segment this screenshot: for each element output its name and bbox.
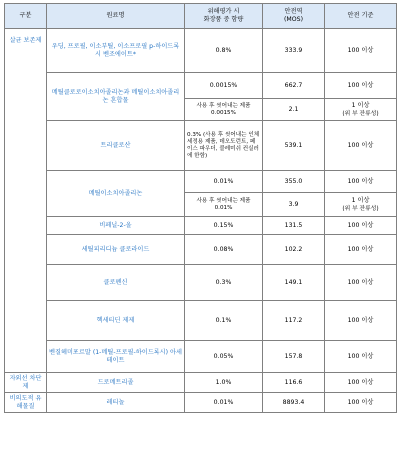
standard-cell: [325, 99, 397, 121]
table-row: [5, 121, 397, 171]
mos-cell: 149.1: [263, 265, 325, 301]
content-cell: 1.0%: [185, 373, 263, 393]
table-row: [5, 301, 397, 341]
ingredient-cell: 세틸피리디늄 클로라이드: [47, 235, 185, 265]
header-content-line1: 위해평가 시: [207, 8, 240, 15]
content-cell: 0.01%: [185, 393, 263, 413]
mos-cell: 355.0: [263, 171, 325, 193]
content-cell: 0.15%: [185, 217, 263, 235]
table-row: [5, 265, 397, 301]
table-row: [5, 171, 397, 193]
content-cell: 0.3% (사용 후 씻어내는 인체 세정용 제품, 데오도런트, 페이스 파우더, 블레미쉬 컨실러에 한함): [185, 121, 263, 171]
mos-cell: 3.9: [263, 193, 325, 217]
standard-cell: 100 이상: [325, 73, 397, 99]
mos-cell: 102.2: [263, 235, 325, 265]
content-cell: 0.01%: [185, 171, 263, 193]
ingredient-cell: 우딩, 프로필, 이소부틸, 이소프로필 p-하이드록시 벤조에이트*: [47, 29, 185, 73]
header-mos: [263, 4, 325, 29]
header-standard: 안전 기준: [325, 4, 397, 29]
mos-cell: 157.8: [263, 341, 325, 373]
header-content: [185, 4, 263, 29]
mos-cell: 662.7: [263, 73, 325, 99]
standard-cell: 100 이상: [325, 341, 397, 373]
standard-cell: 100 이상: [325, 217, 397, 235]
table-row: [5, 217, 397, 235]
category-cell: 살균 보존제: [5, 29, 47, 373]
standard-cell: 100 이상: [325, 121, 397, 171]
content-cell: 0.1%: [185, 301, 263, 341]
mos-cell: 131.5: [263, 217, 325, 235]
content-cell: 사용 후 씻어내는 제품 0.01%: [185, 193, 263, 217]
standard-cell: 100 이상: [325, 265, 397, 301]
content-cell: 0.05%: [185, 341, 263, 373]
category-cell: 비의도적 유해물질: [5, 393, 47, 413]
table-row: [5, 373, 397, 393]
content-cell: 0.0015%: [185, 73, 263, 99]
mos-cell: 117.2: [263, 301, 325, 341]
header-mos-line2: (MOS): [284, 16, 303, 23]
table-row: [5, 393, 397, 413]
standard-cell: 100 이상: [325, 393, 397, 413]
table-header-row: [5, 4, 397, 29]
ingredient-cell: 메틸클로로이소치아졸리논과 메틸이소치아졸리논 혼합물: [47, 73, 185, 121]
standard-cell: [325, 193, 397, 217]
header-mos-line1: 안전역: [284, 8, 303, 15]
ingredient-cell: 헥세티딘 제제: [47, 301, 185, 341]
header-ingredient: 원료명: [47, 4, 185, 29]
ingredient-cell: 트리클로산: [47, 121, 185, 171]
mos-cell: 539.1: [263, 121, 325, 171]
content-cell: 0.8%: [185, 29, 263, 73]
header-content-line2: 화장품 중 함량: [203, 16, 244, 23]
safety-table: [4, 3, 397, 413]
content-cell: 사용 후 씻어내는 제품 0.0015%: [185, 99, 263, 121]
mos-cell: 8893.4: [263, 393, 325, 413]
standard-cell: 100 이상: [325, 29, 397, 73]
content-cell: 0.3%: [185, 265, 263, 301]
mos-cell: 2.1: [263, 99, 325, 121]
standard-cell: 100 이상: [325, 171, 397, 193]
standard-line1: 1 이상: [351, 196, 370, 204]
ingredient-cell: 드로메트리졸: [47, 373, 185, 393]
standard-line1: 1 이상: [351, 101, 370, 109]
standard-line2: (위 부 잔류성): [342, 205, 379, 212]
standard-line2: (위 부 잔류성): [342, 110, 379, 117]
mos-cell: 333.9: [263, 29, 325, 73]
content-cell: 0.08%: [185, 235, 263, 265]
standard-cell: 100 이상: [325, 373, 397, 393]
table-row: [5, 73, 397, 99]
table-row: [5, 29, 397, 73]
table-row: [5, 235, 397, 265]
table-row: [5, 341, 397, 373]
ingredient-cell: 클로펜신: [47, 265, 185, 301]
mos-cell: 116.6: [263, 373, 325, 393]
ingredient-cell: 메틸이소치아졸리논: [47, 171, 185, 217]
ingredient-cell: 벤질헤미포르말 (1-메틸-프로필-하이드록시) 아세테이트: [47, 341, 185, 373]
category-cell: 자외선 차단제: [5, 373, 47, 393]
header-category: 구분: [5, 4, 47, 29]
standard-cell: 100 이상: [325, 301, 397, 341]
ingredient-cell: 레티놀: [47, 393, 185, 413]
ingredient-cell: 비페닐-2-올: [47, 217, 185, 235]
standard-cell: 100 이상: [325, 235, 397, 265]
